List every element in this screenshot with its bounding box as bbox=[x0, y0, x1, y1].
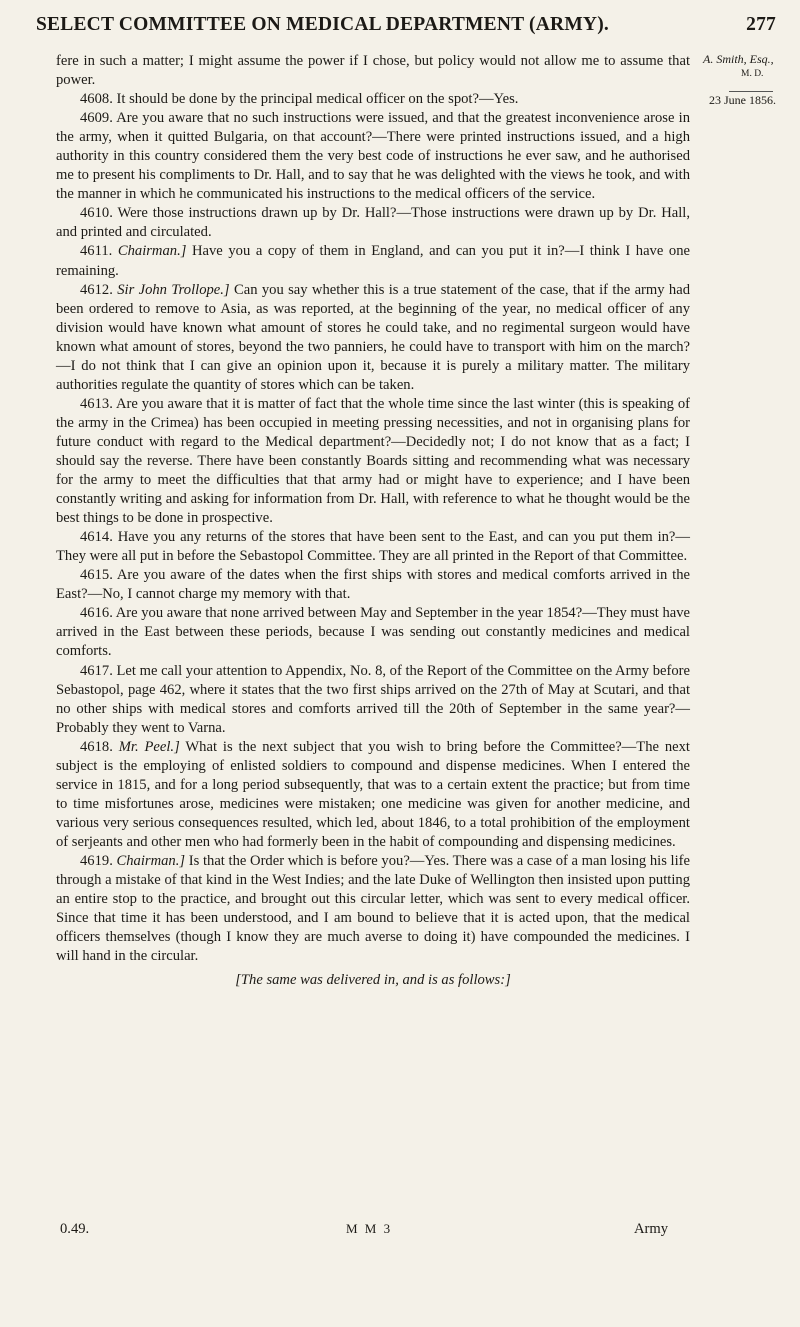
evidence-paragraph bbox=[56, 281, 690, 395]
margin-rule bbox=[729, 91, 773, 92]
body-text bbox=[56, 52, 690, 990]
page-title: SELECT COMMITTEE ON MEDICAL DEPARTMENT (ARMY). bbox=[36, 14, 609, 35]
paragraph-text: It should be done by the principal medical officer on the spot?—Yes. bbox=[116, 91, 519, 108]
paragraph-text: Are you aware that none arrived between May and September in the year 1854?—They must have arrived in the East between these periods, because I was sending out constantly medicines and medical comforts. bbox=[56, 605, 691, 660]
paragraph-text: fere in such a matter; I might assume the power if I chose, but policy would not allow me to assume that power. bbox=[56, 53, 690, 89]
paragraph-text: Let me call your attention to Appendix, No. 8, of the Report of the Committee on the Army before Sebastopol, page 462, where it states that the two first ships arrived on the 27th of May at Scutari, and that no other ships with medical stores and comforts arrived till the 20th of September in the same year?—Probably they went to Varna. bbox=[56, 662, 690, 736]
question-number: 4610. bbox=[80, 205, 113, 222]
question-number: 4616. bbox=[80, 605, 113, 622]
question-number: 4615. bbox=[80, 567, 113, 584]
running-header bbox=[36, 14, 776, 36]
signature-number: 0.49. bbox=[60, 1221, 90, 1237]
question-number: 4611. bbox=[80, 243, 113, 260]
speaker-label: Sir John Trollope.] bbox=[117, 281, 230, 298]
question-number: 4619. bbox=[80, 852, 113, 869]
paragraph-text: Are you aware that no such instructions were issued, and that the greatest inconvenience arose in the army, when it quitted Bulgaria, on that account?—There were printed instructions issued, and a high authority in this country considered them the very best code of instructions he ever saw, and he authorised me to present his compliments to Dr. Hall, and to say that he was delighted with the views he took, and with the manner in which he communicated his instructions to the medical officers of the service. bbox=[56, 110, 690, 203]
catchword: Army bbox=[634, 1221, 669, 1237]
sheet-mark: M M 3 bbox=[346, 1221, 393, 1236]
paragraph-text: Were those instructions drawn up by Dr. Hall?—Those instructions were drawn up by Dr. Hall, and printed and circulated. bbox=[56, 205, 691, 241]
question-number: 4614. bbox=[80, 529, 113, 546]
evidence-paragraph bbox=[56, 90, 690, 109]
witness-degree: M. D. bbox=[741, 69, 764, 79]
question-number: 4613. bbox=[80, 395, 113, 412]
speaker-label: Mr. Peel.] bbox=[118, 738, 180, 755]
paragraph-text: Have you any returns of the stores that have been sent to the East, and can you put them in?—They were all put in before the Sebastopol Committee. They are all printed in the Report of that Committee. bbox=[56, 529, 690, 565]
evidence-paragraph bbox=[56, 852, 690, 966]
question-number: 4612. bbox=[80, 281, 113, 298]
question-number: 4609. bbox=[80, 110, 113, 127]
speaker-label: Chairman.] bbox=[117, 243, 187, 260]
evidence-paragraph bbox=[56, 528, 690, 566]
evidence-paragraph bbox=[56, 52, 690, 90]
question-number: 4618. bbox=[80, 738, 113, 755]
question-number: 4608. bbox=[80, 91, 113, 108]
paragraph-text: What is the next subject that you wish to bring before the Committee?—The next subject is the employing of enlisted soldiers to compound and dispense medicines. When I entered the service in 1815, and for a long period subsequently, that was to a certain extent the practice; but from time to time misfortunes arose, medicines were mistaken; one medicine was given for another medicine, and various very serious consequences resulted, which led, about 1846, to a total prohibition of the employment of serjeants and other men who had formerly been in the habit of compounding and dispensing medicines. bbox=[56, 738, 690, 850]
evidence-date: 23 June 1856. bbox=[709, 93, 776, 107]
evidence-paragraph bbox=[56, 662, 690, 738]
paragraph-text: Have you a copy of them in England, and can you put it in?—I think I have one remaining. bbox=[56, 243, 690, 279]
paragraph-text: Are you aware of the dates when the first ships with stores and medical comforts arrived in the East?—No, I cannot charge my memory with that. bbox=[56, 567, 691, 603]
margin-note bbox=[703, 52, 795, 108]
evidence-paragraph bbox=[56, 738, 690, 852]
evidence-paragraph bbox=[56, 242, 690, 280]
witness-name: A. Smith, Esq., bbox=[703, 52, 774, 66]
editorial-note: [The same was delivered in, and is as follows:] bbox=[235, 972, 511, 989]
evidence-paragraph bbox=[56, 566, 690, 604]
page-number: 277 bbox=[746, 14, 776, 35]
paragraph-text: Are you aware that it is matter of fact that the whole time since the last winter (this is speaking of the army in the Crimea) has been occupied in meeting pressing necessities, and not in organising plans for future conduct with regard to the Medical department?—Decidedly not; I do not know that as a fact; I should say the reverse. There have been constantly Boards sitting and recommending what was necessary for the army to meet the difficulties that that army had or might have to experience; and I have been constantly writing and asking for information from Dr. Hall, with reference to what he thought would be the best things to be done in prospective. bbox=[56, 395, 690, 527]
paragraph-text: Is that the Order which is before you?—Yes. There was a case of a man losing his life through a mistake of that kind in the West Indies; and the late Duke of Wellington then insisted upon putting an entire stop to the practice, and brought out this circular letter, which was sent to every medical officer. Since that time it has been understood, and I am bound to believe that it is acted upon, that the medical officers themselves (though I know they are much averse to doing it) have compounded the medicines. I will hand in the circular. bbox=[56, 852, 690, 965]
evidence-paragraph bbox=[56, 604, 690, 661]
paragraph-text: Can you say whether this is a true statement of the case, that if the army had been ordered to remove to Asia, as was reported, at the beginning of the year, no medical officer of any division would have known what amount of stores he could take, and no regimental surgeon would have known what amount of stores, beyond the two panniers, he could have to transport with him on the march?—I do not think that I can give an opinion upon it, because it is purely a military matter. The military authorities regulate the quantity of stores which can be taken. bbox=[56, 281, 691, 393]
speaker-label: Chairman.] bbox=[116, 852, 186, 869]
evidence-paragraph bbox=[56, 109, 690, 204]
question-number: 4617. bbox=[80, 662, 113, 679]
evidence-paragraph bbox=[56, 204, 690, 242]
evidence-paragraph bbox=[56, 395, 690, 528]
